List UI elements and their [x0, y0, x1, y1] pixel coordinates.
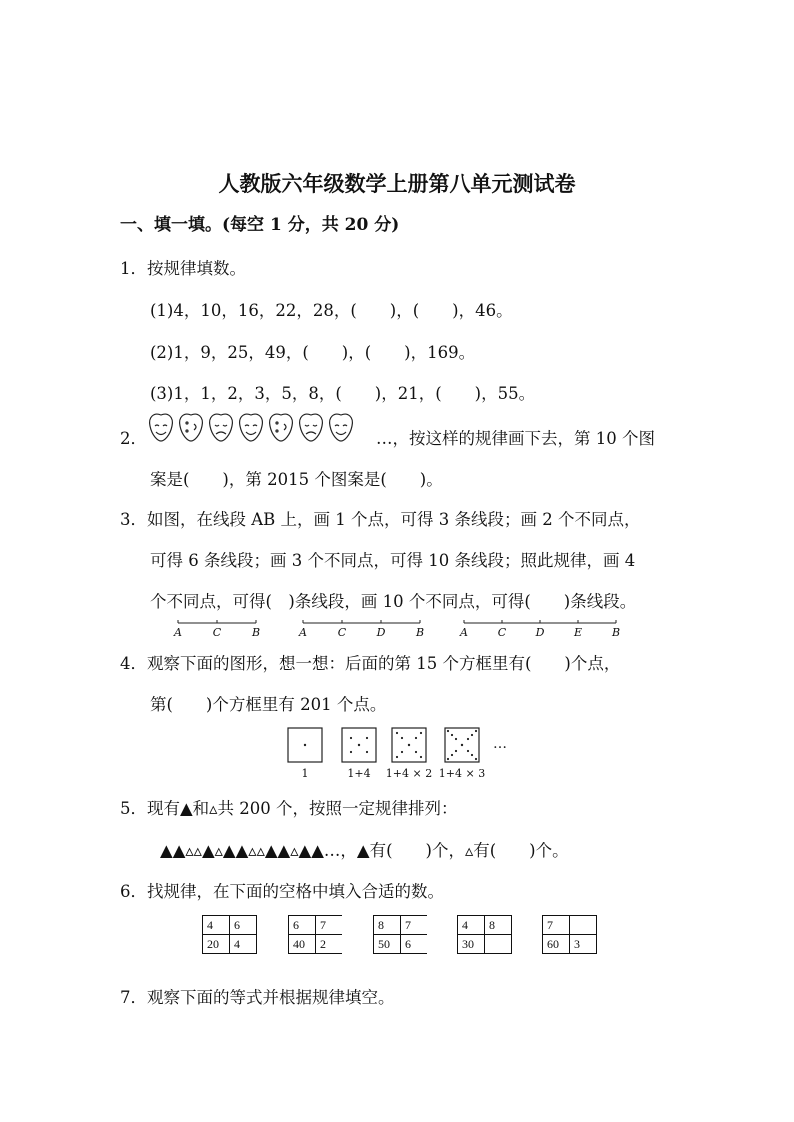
q1-part3: (3)1，1，2，3，5，8，( )，21，( )，55。 — [150, 384, 536, 403]
q3-line3: 个不同点，可得( )条线段，画 10 个不同点，可得( )条线段。 — [150, 592, 637, 611]
face-icon — [150, 414, 173, 441]
page-title: 人教版六年级数学上册第八单元测试卷 — [218, 171, 576, 196]
number-grid-1 — [202, 915, 257, 954]
grid-cell: 6 — [401, 935, 428, 954]
segment-figures — [170, 614, 630, 640]
q2-line2: 案是( )，第 2015 个图案是( )。 — [150, 470, 443, 489]
grid-cell: 6 — [230, 916, 257, 935]
grid-cell: 50 — [374, 935, 401, 954]
segment-label: B — [611, 626, 621, 639]
grid-cell — [485, 935, 512, 954]
q5-line1: 5．现有▲和▵共 200 个，按照一定规律排列： — [120, 799, 458, 818]
q7-line1: 7．观察下面的等式并根据规律填空。 — [120, 988, 395, 1007]
q4-line2: 第( )个方框里有 201 个点。 — [150, 695, 387, 714]
grid-cell: 4 — [458, 916, 485, 935]
dot-box-figures — [284, 724, 514, 782]
number-grid-2 — [288, 915, 342, 954]
segment-label: D — [376, 626, 386, 639]
face-icon — [270, 414, 293, 441]
grid-cell: 7 — [543, 916, 570, 935]
section-heading: 一、填一填。(每空 1 分，共 20 分) — [120, 215, 400, 235]
face-icon — [210, 414, 233, 441]
grid-cell: 8 — [374, 916, 401, 935]
number-grid-3 — [373, 915, 427, 954]
number-grid-5 — [542, 915, 597, 954]
q5-line2: ▲▲▵▵▲▵▲▲▵▵▲▲▵▲▲…，▲有( )个，▵有( )个。 — [160, 841, 569, 860]
segment-label: C — [337, 626, 347, 639]
segment-label: A — [299, 626, 307, 639]
dot-box-label: 1+4 × 3 — [438, 767, 486, 780]
dot-box-label: 1+4 — [347, 767, 371, 780]
q2-text: …，按这样的规律画下去，第 10 个图 — [376, 429, 655, 448]
face-pattern-figure — [146, 410, 376, 444]
grid-cell: 2 — [316, 935, 343, 954]
q3-line1: 3．如图，在线段 AB 上，画 1 个点，可得 3 条线段；画 2 个不同点， — [120, 510, 641, 529]
dot-box-label: 1+4 × 2 — [385, 767, 433, 780]
grid-cell: 4 — [203, 916, 230, 935]
segment-label: E — [573, 626, 583, 639]
q1-part1: (1)4，10，16，22，28，( )，( )，46。 — [150, 301, 513, 320]
face-icon — [180, 414, 203, 441]
face-icon — [240, 414, 263, 441]
face-icon — [330, 414, 353, 441]
grid-cell: 4 — [230, 935, 257, 954]
segment-label: A — [174, 626, 182, 639]
grid-cell: 60 — [543, 935, 570, 954]
number-grid-4 — [457, 915, 512, 954]
grid-cell: 7 — [401, 916, 428, 935]
dot-box-label: 1 — [301, 767, 309, 780]
q1-part2: (2)1，9，25，49，( )，( )，169。 — [150, 343, 476, 362]
segment-label: B — [415, 626, 425, 639]
grid-cell: 6 — [289, 916, 316, 935]
q4-line1: 4．观察下面的图形，想一想：后面的第 15 个方框里有( )个点， — [120, 654, 621, 673]
grid-cell: 7 — [316, 916, 343, 935]
grid-cell: 30 — [458, 935, 485, 954]
segment-label: A — [460, 626, 468, 639]
grid-cell — [570, 916, 597, 935]
segment-label: C — [212, 626, 222, 639]
q2-number: 2． — [120, 429, 147, 448]
q6-line1: 6．找规律，在下面的空格中填入合适的数。 — [120, 882, 444, 901]
face-icon — [300, 414, 323, 441]
q3-line2: 可得 6 条线段；画 3 个不同点，可得 10 条线段；照此规律，画 4 — [150, 551, 636, 570]
q1-stem: 1．按规律填数。 — [120, 259, 246, 278]
segment-label: D — [535, 626, 545, 639]
grid-cell: 40 — [289, 935, 316, 954]
dot-box-ellipsis: … — [493, 736, 507, 752]
segment-label: B — [251, 626, 261, 639]
grid-cell: 20 — [203, 935, 230, 954]
segment-label: C — [497, 626, 507, 639]
grid-cell: 3 — [570, 935, 597, 954]
grid-cell: 8 — [485, 916, 512, 935]
